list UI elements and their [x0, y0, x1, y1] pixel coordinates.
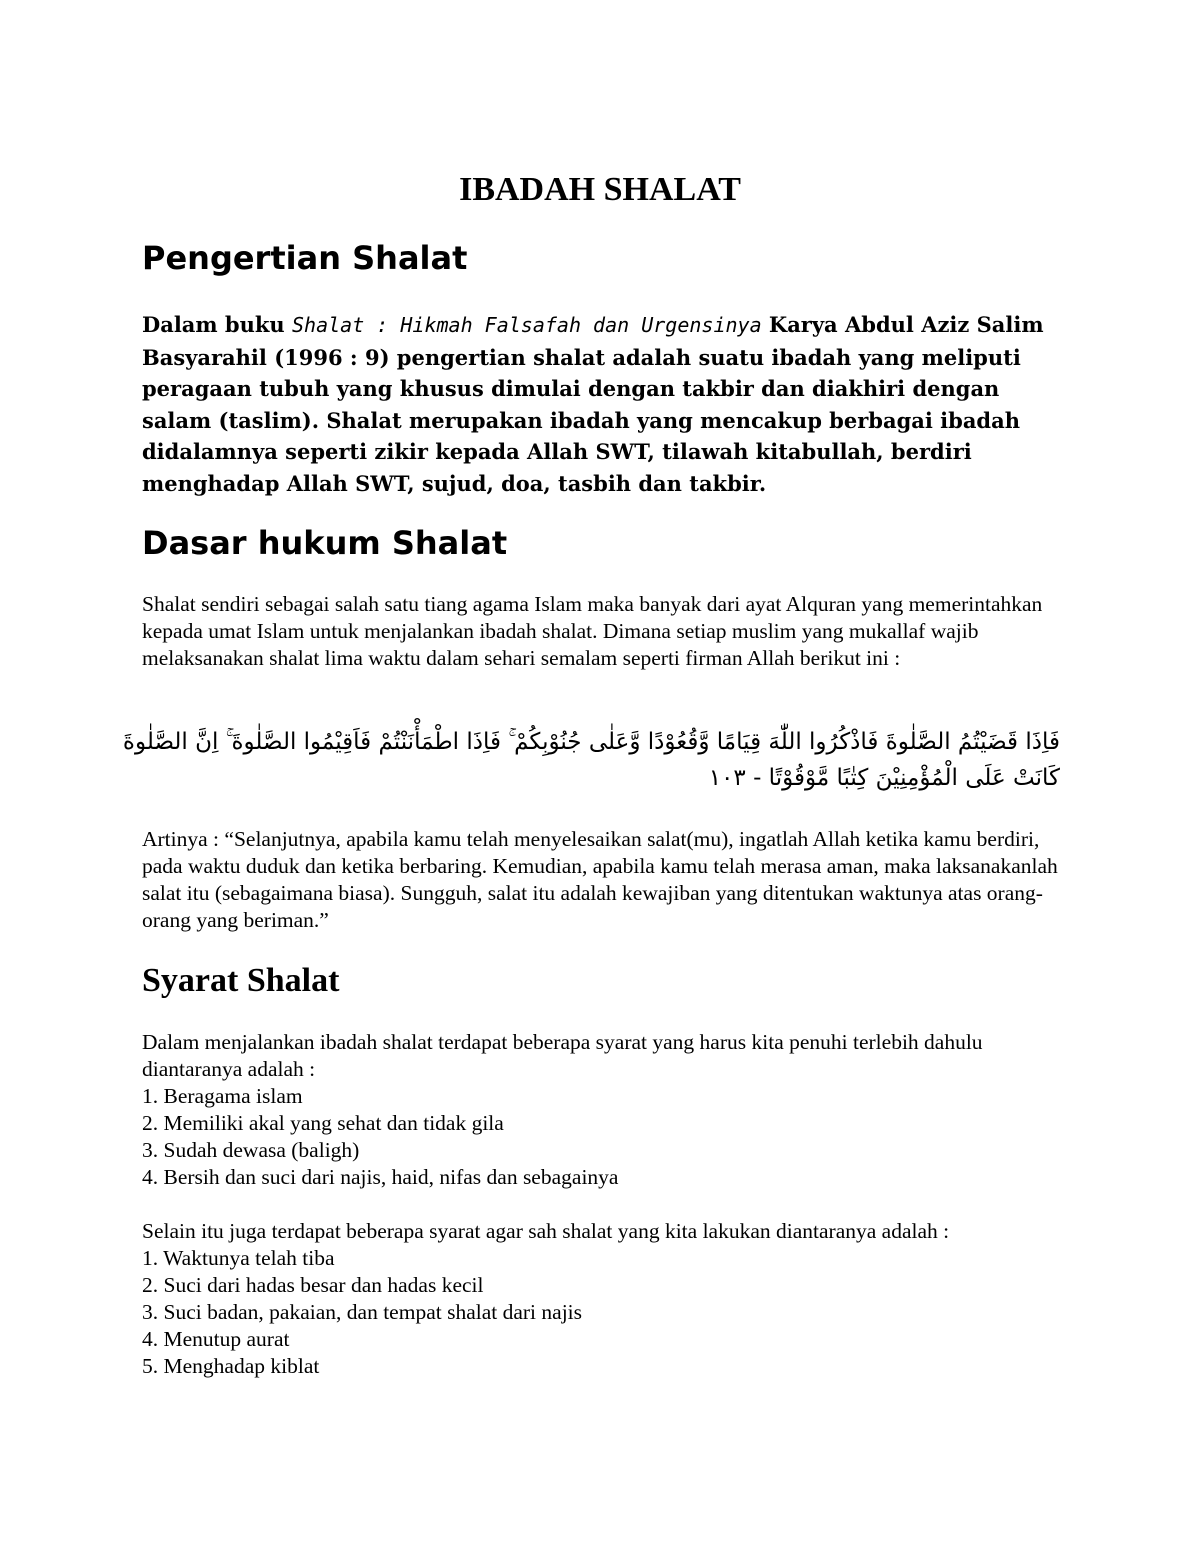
document-title: IBADAH SHALAT	[459, 171, 741, 208]
paragraph-pengertian	[142, 309, 1072, 499]
list-item: 3. Sudah dewasa (baligh)	[142, 1138, 360, 1162]
list-item: 5. Menghadap kiblat	[142, 1354, 320, 1378]
heading-dasar-hukum: Dasar hukum Shalat	[142, 524, 508, 562]
heading-pengertian: Pengertian Shalat	[142, 239, 468, 277]
paragraph-pengertian-body: Karya Abdul Aziz Salim Basyarahil (1996 : 9) pengertian shalat adalah suatu ibadah yang meliputi peragaan tubuh yang khusus dimulai dengan takbir dan diakhiri dengan salam (taslim). Shalat merupakan ibadah yang mencakup berbagai ibadah didalamnya seperti zikir kepada Allah SWT, tilawah kitabullah, berdiri menghadap Allah SWT, sujud, doa, tasbih dan takbir.	[142, 312, 1044, 496]
paragraph-syarat-intro: Dalam menjalankan ibadah shalat terdapat beberapa syarat yang harus kita penuhi terlebih dahulu diantaranya adalah :	[142, 1030, 983, 1081]
list-item: 3. Suci badan, pakaian, dan tempat shalat dari najis	[142, 1300, 583, 1324]
paragraph-pengertian-intro: Dalam buku	[142, 312, 293, 337]
book-title: Shalat : Hikmah Falsafah dan Urgensinya	[292, 313, 762, 337]
syarat-wajib-list	[142, 1083, 618, 1191]
quran-verse-arabic: فَاِذَا قَضَيْتُمُ الصَّلٰوةَ فَاذْكُرُوا اللّٰهَ قِيَامًا وَّقُعُوْدًا وَّعَلٰى جُنُوْبِكُمْ ۚ فَاِذَا اطْمَأْنَنْتُمْ فَاَقِيْمُوا الصَّلٰوةَ ۚ اِنَّ الصَّلٰوةَ كَانَتْ عَلَى الْمُؤْمِنِيْنَ كِتٰبًا مَّوْقُوْتًا - ١٠٣	[122, 729, 1060, 791]
list-item: 2. Memiliki akal yang sehat dan tidak gila	[142, 1111, 504, 1135]
list-item: 1. Beragama islam	[142, 1084, 303, 1108]
list-item: 4. Menutup aurat	[142, 1327, 290, 1351]
paragraph-dasar-hukum: Shalat sendiri sebagai salah satu tiang agama Islam maka banyak dari ayat Alquran yang memerintahkan kepada umat Islam untuk menjalankan ibadah shalat. Dimana setiap muslim yang mukallaf wajib melaksanakan shalat lima waktu dalam sehari semalam seperti firman Allah berikut ini :	[142, 592, 1043, 670]
verse-translation: Artinya : “Selanjutnya, apabila kamu telah menyelesaikan salat(mu), ingatlah Allah ketika kamu berdiri, pada waktu duduk dan ketika berbaring. Kemudian, apabila kamu telah merasa aman, maka laksanakanlah salat itu (sebagaimana biasa). Sungguh, salat itu adalah kewajiban yang ditentukan waktunya atas orang-orang yang beriman.”	[142, 827, 1058, 932]
list-item: 4. Bersih dan suci dari najis, haid, nifas dan sebagainya	[142, 1165, 619, 1189]
syarat-sah-list	[142, 1245, 582, 1380]
heading-syarat: Syarat Shalat	[142, 962, 340, 999]
list-item: 2. Suci dari hadas besar dan hadas kecil	[142, 1273, 484, 1297]
paragraph-syarat-sah-intro: Selain itu juga terdapat beberapa syarat agar sah shalat yang kita lakukan diantaranya adalah :	[142, 1219, 950, 1243]
list-item: 1. Waktunya telah tiba	[142, 1246, 335, 1270]
